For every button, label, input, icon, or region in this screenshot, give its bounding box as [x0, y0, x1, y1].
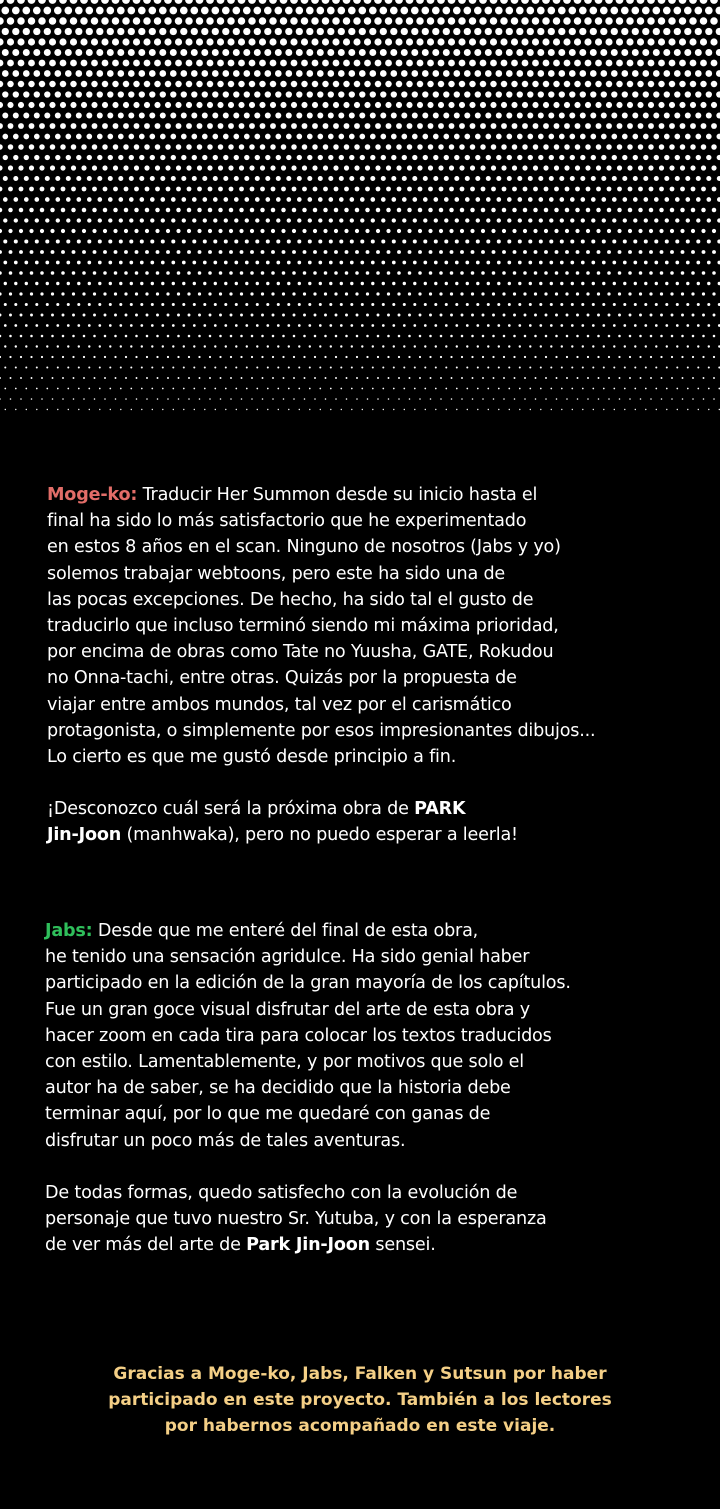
moge-ko-paragraph-1 [47, 482, 712, 770]
jabs-paragraph-2-start: De todas formas, quedo satisfecho con la evolución de personaje que tuvo nuestro Sr. Yutuba, y con la esperanza de ver más del arte de [45, 1182, 547, 1256]
jabs-paragraph-1 [45, 918, 715, 1154]
halftone-header-pattern [0, 0, 720, 420]
author-name-jin-joon: Jin-Joon [47, 825, 122, 846]
moge-ko-paragraph-2 [47, 796, 712, 848]
jabs-paragraph-1-text: Desde que me enteré del final de esta obra, he tenido una sensación agridulce. Ha sido genial haber participado en la edición de la gran mayoría de los capítulos. Fue un gran goce visual disfrutar del arte de esta obra y hacer zoom en cada tira para colocar los textos traducidos con estilo. Lamentablemente, y por motivos que solo el autor ha de saber, se ha decidido que la historia debe terminar aquí, por lo que me quedaré con ganas de disfrutar un poco más de tales aventuras. [45, 921, 571, 1151]
author-name-park-jin-joon: Park Jin-Joon [246, 1235, 370, 1256]
jabs-paragraph-2 [45, 1180, 715, 1259]
jabs-paragraph-2-end: sensei. [369, 1235, 436, 1256]
moge-ko-paragraph-1-text: Traducir Her Summon desde su inicio hasta el final ha sido lo más satisfactorio que he experimentado en estos 8 años en el scan. Ninguno de nosotros (Jabs y yo) solemos trabajar webtoons, pero este ha sido una de las pocas excepciones. De hecho, ha sido tal el gusto de traducirlo que incluso terminó siendo mi máxima prioridad, por encima de obras como Tate no Yuusha, GATE, Rokudou no Onna-tachi, entre otras. Quizás por la propuesta de viajar entre ambos mundos, tal vez por el carismático protagonista, o simplemente por esos impresionantes dibujos... Lo cierto es que me gustó desde principio a fin. [47, 485, 596, 768]
author-name-park: PARK [414, 799, 466, 820]
thanks-message: Gracias a Moge-ko, Jabs, Falken y Sutsun por haber participado en este proyecto. También a los lectores por habernos acompañado en este viaje. [108, 1364, 612, 1436]
jabs-speaker-name: Jabs: [45, 921, 93, 941]
moge-ko-paragraph-2-end: (manhwaka), pero no puedo esperar a leerla! [121, 825, 518, 846]
moge-ko-paragraph-2-start: ¡Desconozco cuál será la próxima obra de [47, 799, 415, 820]
jabs-comment [45, 918, 715, 1258]
moge-ko-comment [47, 482, 712, 849]
moge-ko-speaker-name: Moge-ko: [47, 485, 138, 505]
